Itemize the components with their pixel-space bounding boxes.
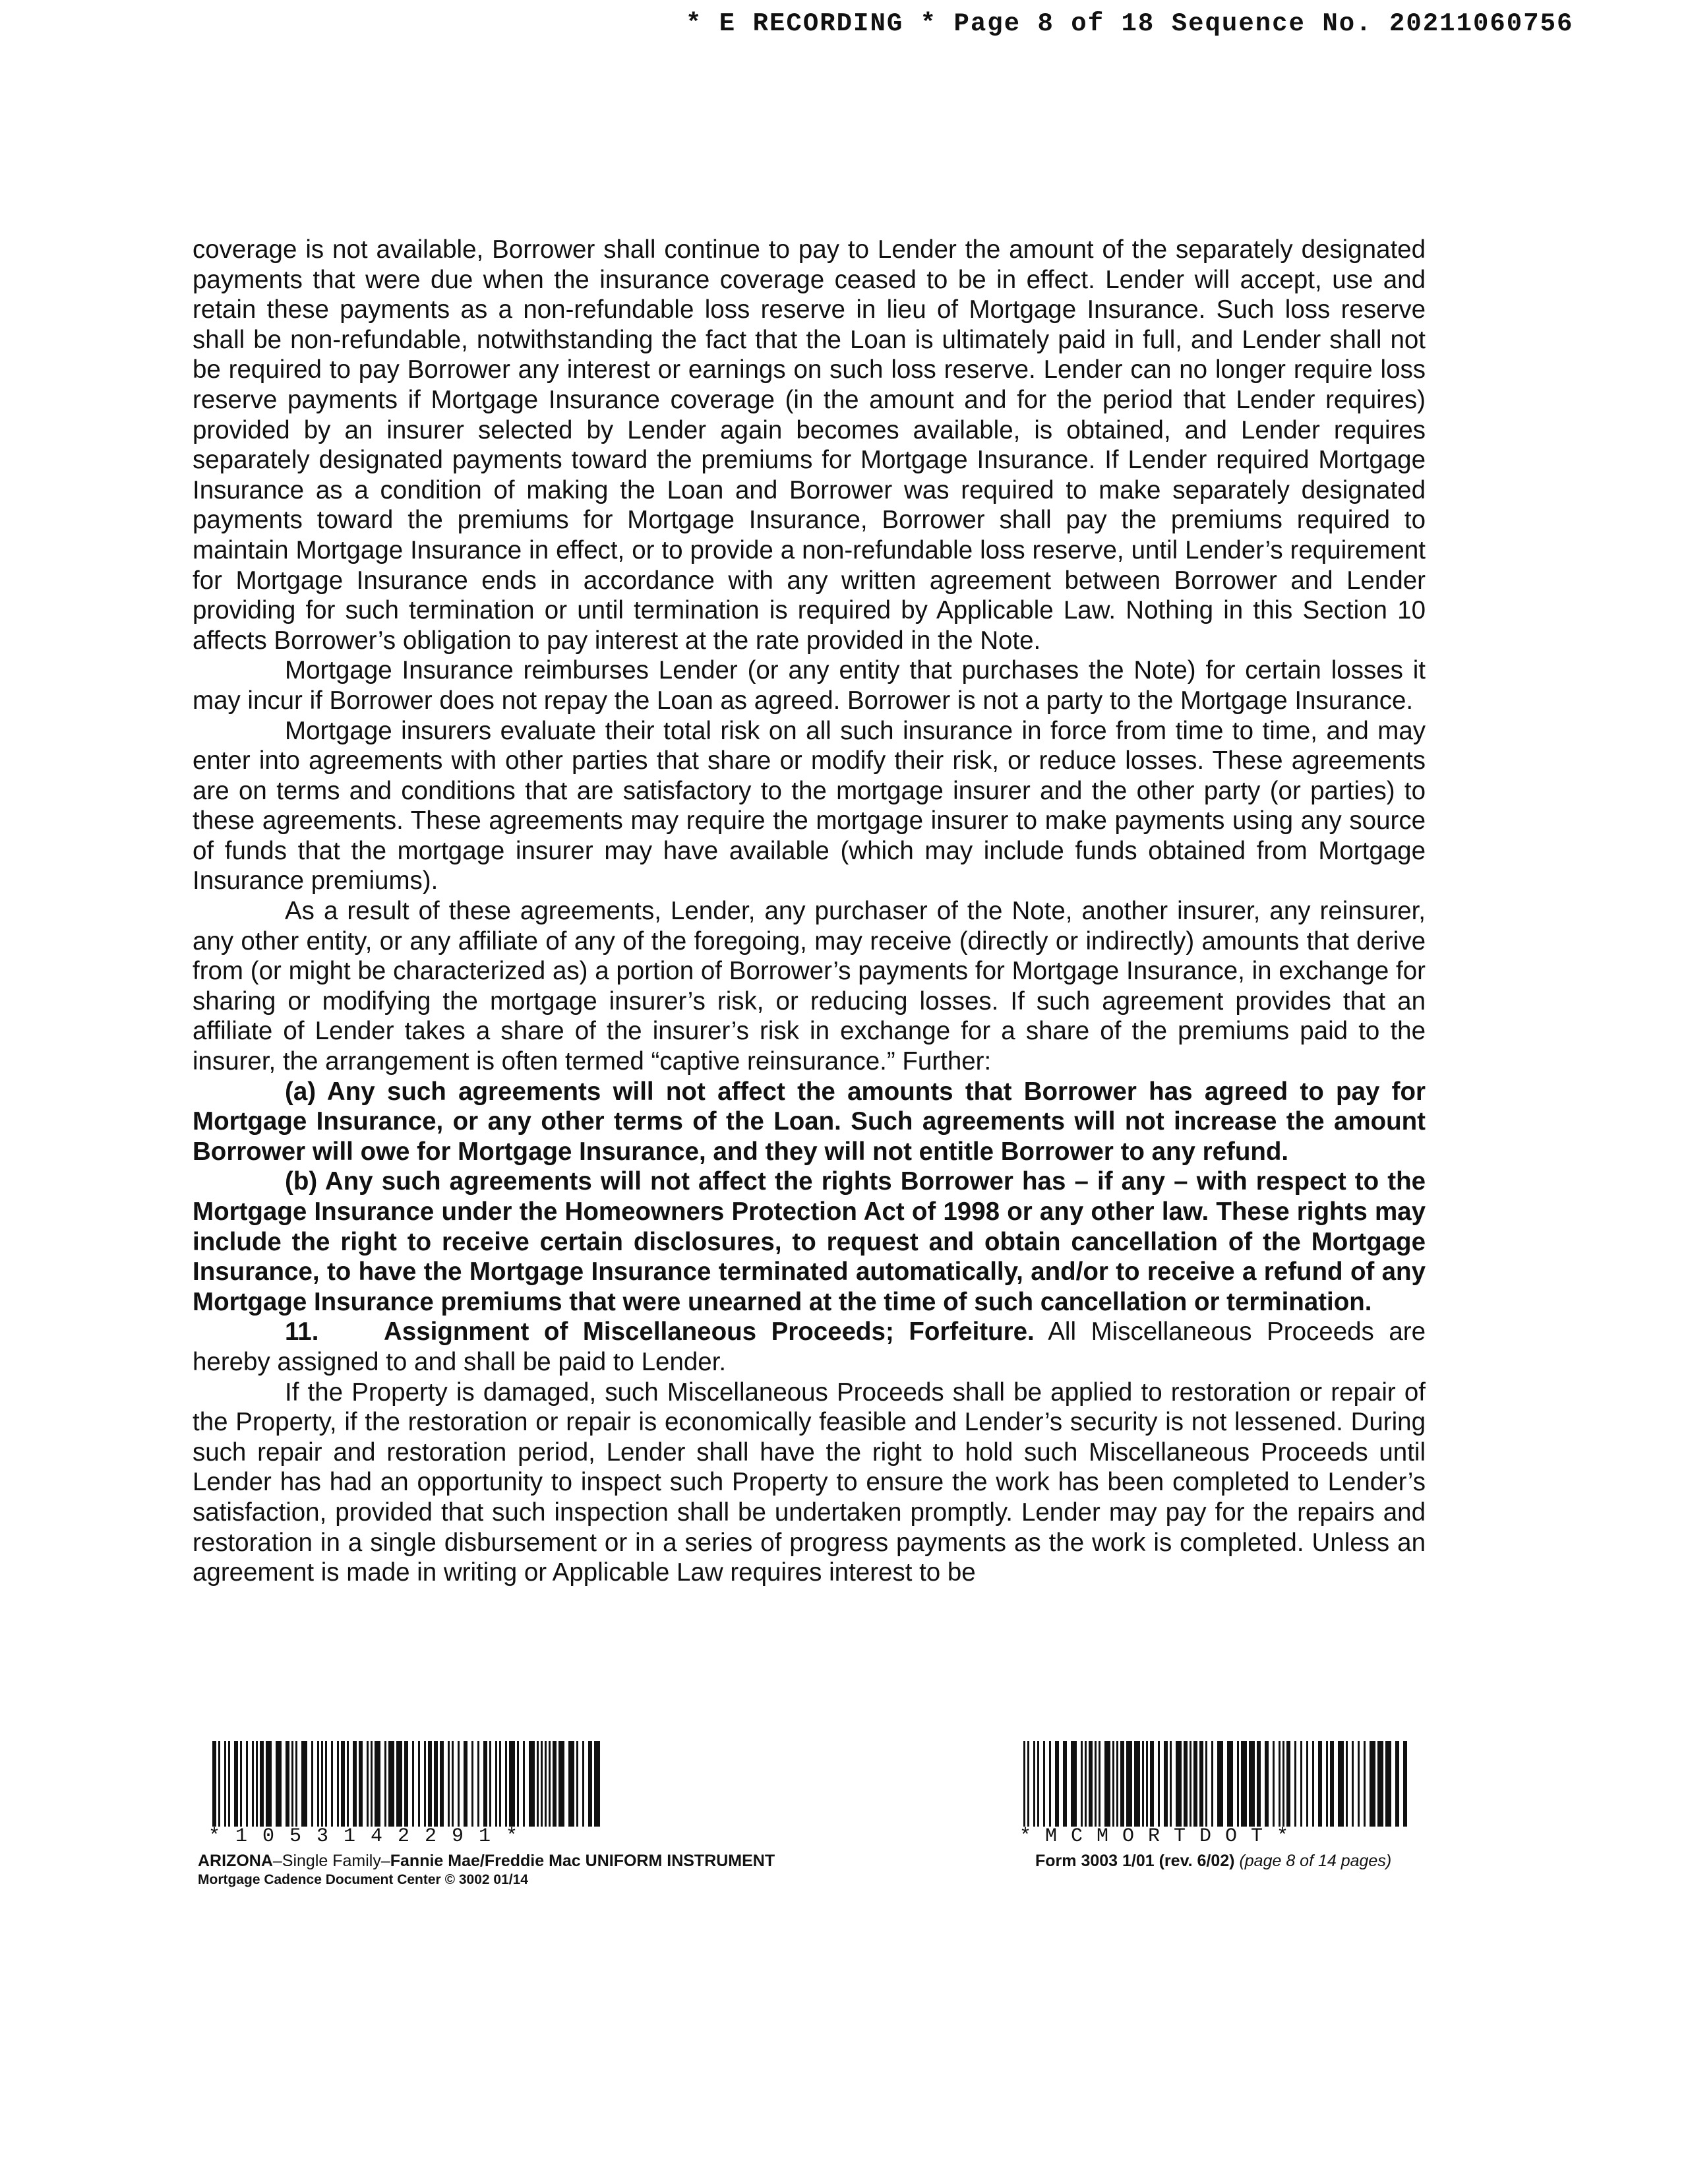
barcode-bar (483, 1741, 487, 1827)
barcode-bar (1346, 1741, 1348, 1827)
barcode-bar (594, 1741, 600, 1827)
barcode-bar (537, 1741, 539, 1827)
barcode-bar (509, 1741, 515, 1827)
form-number: Form 3003 1/01 (rev. 6/02) (1035, 1852, 1240, 1870)
barcode-bar (286, 1741, 289, 1827)
barcode-bar (1071, 1741, 1077, 1827)
barcode-bar (384, 1741, 386, 1827)
barcode-bar (1279, 1741, 1281, 1827)
barcode-bar (1146, 1741, 1148, 1827)
barcode-bar (558, 1741, 564, 1827)
barcode-bar (295, 1741, 297, 1827)
barcode-bar (1043, 1741, 1045, 1827)
barcode-bar (228, 1741, 230, 1827)
barcode-bar (1377, 1741, 1383, 1827)
barcode-bar (1326, 1741, 1328, 1827)
barcode-bar (256, 1741, 258, 1827)
barcode-bar (440, 1741, 444, 1827)
barcode-bar (301, 1741, 307, 1827)
form-title (198, 1852, 857, 1871)
barcode-bar (1081, 1741, 1083, 1827)
barcode-bar (428, 1741, 432, 1827)
barcode-bar (1237, 1741, 1239, 1827)
barcode-bar (1158, 1741, 1160, 1827)
barcode-bar (424, 1741, 426, 1827)
barcode-bar (212, 1741, 216, 1827)
barcode-bar (582, 1741, 584, 1827)
barcode-bar (434, 1741, 438, 1827)
barcode-bar (471, 1741, 473, 1827)
barcode-bar (325, 1741, 327, 1827)
barcode-bar (371, 1741, 373, 1827)
form-number-line (1035, 1852, 1444, 1871)
barcode-bar (1027, 1741, 1029, 1827)
section-11-heading: Assignment of Miscellaneous Proceeds; Forfeiture. (384, 1318, 1035, 1347)
barcode-bar (1306, 1741, 1308, 1827)
page-info: (page 8 of 14 pages) (1239, 1852, 1392, 1870)
barcode-left-image (211, 1741, 607, 1827)
barcode-right-caption: *MCMORTDOT* (1019, 1825, 1303, 1848)
barcode-bar (1134, 1741, 1140, 1827)
paragraph-mi-insurers: Mortgage insurers evaluate their total risk on all such insurance in force from time to time, and may enter into agreements with other parties that share or modify their risk, or reduce losses. These agreements are on terms and conditions that are satisfactory to the mortgage insurer and the other party (or parties) to these agreements. These agreements may require the mortgage insurer to make payments using any source of funds that the mortgage insurer may have available (which may include funds obtained from Mortgage Insurance premiums). (193, 716, 1426, 895)
barcode-bar (404, 1741, 408, 1827)
barcode-bar (260, 1741, 264, 1827)
barcode-bar (1338, 1741, 1344, 1827)
barcode-bar (246, 1741, 248, 1827)
barcode-bar (311, 1741, 313, 1827)
paragraph-clause-b: (b) Any such agreements will not affect the rights Borrower has – if any – with respect to the Mortgage Insurance under the Homeowners Protection Act of 1998 or any other law. These rights may include the right to receive certain disclosures, to request and obtain cancellation of the Mortgage Insurance, to have the Mortgage Insurance terminated automatically, and/or to receive a refund of any Mortgage Insurance premiums that were unearned at the time of such cancellation or termination. (193, 1167, 1426, 1316)
barcode-bar (1286, 1741, 1290, 1827)
paragraph-clause-a: (a) Any such agreements will not affect the amounts that Borrower has agreed to pay for Mortgage Insurance, or any other terms of the Loan. Such agreements will not increase the amount Borrower will owe for Mortgage Insurance, and they will not entitle Borrower to any refund. (193, 1077, 1426, 1166)
barcode-bar (353, 1741, 357, 1827)
barcode-bar (276, 1741, 282, 1827)
barcode-bar (1120, 1741, 1124, 1827)
barcode-bar (1273, 1741, 1275, 1827)
barcode-bar (1318, 1741, 1322, 1827)
barcode-bar (1211, 1741, 1213, 1827)
barcode-bar (545, 1741, 547, 1827)
doc-center-line: Mortgage Cadence Document Center © 3002 01/14 (198, 1872, 528, 1887)
barcode-bar (1055, 1741, 1059, 1827)
barcode-bar (291, 1741, 293, 1827)
barcode-bar (1099, 1741, 1100, 1827)
paragraph-mi-reimburses: Mortgage Insurance reimburses Lender (or any entity that purchases the Note) for certain losses it may incur if Borrower does not repay the Loan as agreed. Borrower is not a party to the Mortgage Insurance. (193, 656, 1426, 715)
paragraph-property-damaged: If the Property is damaged, such Miscellaneous Proceeds shall be applied to restoration or repair of the Property, if the restoration or repair is economically feasible and Lender’s security is not lessened. During such repair and restoration period, Lender shall have the right to hold such Miscellaneous Proceeds until Lender has had an opportunity to inspect such Property to ensure the work has been completed to Lender’s satisfaction, provided that such inspection shall be undertaken promptly. Lender may pay for the repairs and restoration in a single disbursement or in a series of progress payments as the work is completed. Unless an agreement is made in writing or Applicable Law requires interest to be (193, 1378, 1426, 1587)
barcode-bar (499, 1741, 501, 1827)
document-body (193, 235, 1426, 1588)
barcode-bar (1370, 1741, 1375, 1827)
barcode-bar (1190, 1741, 1191, 1827)
barcode-bar (523, 1741, 525, 1827)
barcode-bar (266, 1741, 272, 1827)
barcode-bar (240, 1741, 242, 1827)
barcode-bar (375, 1741, 380, 1827)
barcode-bar (317, 1741, 319, 1827)
barcode-bar (1312, 1741, 1314, 1827)
barcode-bar (1049, 1741, 1051, 1827)
section-11-text: All Miscellaneous Proceeds are hereby assigned to and shall be paid to Lender. (193, 1318, 1426, 1376)
barcode-bar (1300, 1741, 1302, 1827)
form-title-mid: –Single Family– (272, 1852, 390, 1870)
recording-header: * E RECORDING * Page 8 of 18 Sequence No. 20211060756 (686, 9, 1574, 38)
barcode-bar (1352, 1741, 1354, 1827)
barcode-bar (505, 1741, 507, 1827)
barcode-bar (1193, 1741, 1197, 1827)
barcode-bar (388, 1741, 394, 1827)
barcode-bar (1241, 1741, 1247, 1827)
barcode-bar (1257, 1741, 1261, 1827)
barcode-left-caption: *1053142291* (208, 1825, 533, 1848)
barcode-bar (1330, 1741, 1334, 1827)
barcode-bar (1095, 1741, 1097, 1827)
barcode-bar (1037, 1741, 1039, 1827)
barcode-bar (1063, 1741, 1067, 1827)
barcode-bar (1265, 1741, 1269, 1827)
barcode-bar (1249, 1741, 1255, 1827)
barcode-bar (252, 1741, 254, 1827)
form-state: ARIZONA (198, 1852, 273, 1870)
barcode-bar (1164, 1741, 1168, 1827)
barcode-bar (218, 1741, 220, 1827)
barcode-bar (529, 1741, 535, 1827)
barcode-bar (337, 1741, 339, 1827)
barcode-bar (588, 1741, 592, 1827)
barcode-bar (1184, 1741, 1188, 1827)
barcode-bar (234, 1741, 238, 1827)
barcode-bar (1403, 1741, 1407, 1827)
paragraph-loss-reserve: coverage is not available, Borrower shall continue to pay to Lender the amount of the separately designated payments that were due when the insurance coverage ceased to be in effect. Lender will accept, use and retain these payments as a non-refundable loss reserve in lieu of Mortgage Insurance. Such loss reserve shall be non-refundable, notwithstanding the fact that the Loan is ultimately paid in full, and Lender shall not be required to pay Borrower any interest or earnings on such loss reserve. Lender can no longer require loss reserve payments if Mortgage Insurance coverage (in the amount and for the period that Lender requires) provided by an insurer selected by Lender again becomes available, is obtained, and Lender requires separately designated payments toward the premiums for Mortgage Insurance. If Lender required Mortgage Insurance as a condition of making the Loan and Borrower was required to make separately designated payments toward the premiums for Mortgage Insurance, Borrower shall pay the premiums required to maintain Mortgage Insurance in effect, or to provide a non-refundable loss reserve, until Lender’s requirement for Mortgage Insurance ends in accordance with any written agreement between Borrower and Lender providing for such termination or until termination is required by Applicable Law. Nothing in this Section 10 affects Borrower’s obligation to pay interest at the rate provided in the Note. (193, 235, 1426, 655)
barcode-bar (224, 1741, 226, 1827)
barcode-bar (1364, 1741, 1366, 1827)
section-11-number: 11. (285, 1318, 319, 1347)
barcode-bar (477, 1741, 479, 1827)
barcode-bar (517, 1741, 519, 1827)
barcode-bar (396, 1741, 402, 1827)
barcode-bar (1112, 1741, 1114, 1827)
footer-right (1009, 1741, 1444, 1871)
barcode-bar (458, 1741, 460, 1827)
barcode-bar (1150, 1741, 1154, 1827)
barcode-bar (1170, 1741, 1172, 1827)
barcode-bar (1176, 1741, 1182, 1827)
barcode-bar (1023, 1741, 1025, 1827)
barcode-bar (1126, 1741, 1132, 1827)
section-11-paragraph (193, 1317, 1426, 1377)
barcode-bar (1294, 1741, 1296, 1827)
barcode-right-image (1022, 1741, 1411, 1827)
barcode-bar (1205, 1741, 1207, 1827)
barcode-bar (331, 1741, 333, 1827)
barcode-bar (1033, 1741, 1035, 1827)
barcode-bar (1358, 1741, 1360, 1827)
barcode-bar (1116, 1741, 1118, 1827)
barcode-bar (1085, 1741, 1087, 1827)
barcode-bar (359, 1741, 363, 1827)
barcode-bar (1199, 1741, 1203, 1827)
barcode-bar (576, 1741, 578, 1827)
barcode-bar (489, 1741, 491, 1827)
barcode-bar (1282, 1741, 1284, 1827)
barcode-bar (448, 1741, 450, 1827)
barcode-bar (553, 1741, 557, 1827)
barcode-bar (1217, 1741, 1223, 1827)
barcode-bar (464, 1741, 467, 1827)
footer-left (198, 1741, 857, 1888)
barcode-bar (495, 1741, 497, 1827)
barcode-bar (1089, 1741, 1093, 1827)
barcode-bar (452, 1741, 454, 1827)
paragraph-agreements-result: As a result of these agreements, Lender, any purchaser of the Note, another insurer, any reinsurer, any other entity, or any affiliate of any of the foregoing, may receive (directly or indirectly) amounts that derive from (or might be characterized as) a portion of Borrower’s payments for Mortgage Insurance, in exchange for sharing or modifying the mortgage insurer’s risk, or reducing losses. If such agreement provides that an affiliate of Lender takes a share of the insurer’s risk in exchange for a share of the premiums paid to the insurer, the arrangement is often termed “captive reinsurance.” Further: (193, 897, 1426, 1076)
barcode-bar (321, 1741, 323, 1827)
barcode-bar (341, 1741, 345, 1827)
form-title-end: Fannie Mae/Freddie Mac UNIFORM INSTRUMENT (390, 1852, 775, 1870)
barcode-bar (347, 1741, 349, 1827)
barcode-bar (1395, 1741, 1399, 1827)
barcode-bar (1104, 1741, 1110, 1827)
barcode-bar (549, 1741, 551, 1827)
barcode-bar (1142, 1741, 1144, 1827)
barcode-bar (412, 1741, 414, 1827)
barcode-bar (367, 1741, 369, 1827)
barcode-bar (1385, 1741, 1391, 1827)
barcode-bar (1227, 1741, 1233, 1827)
barcode-bar (418, 1741, 420, 1827)
barcode-bar (541, 1741, 543, 1827)
barcode-bar (568, 1741, 574, 1827)
